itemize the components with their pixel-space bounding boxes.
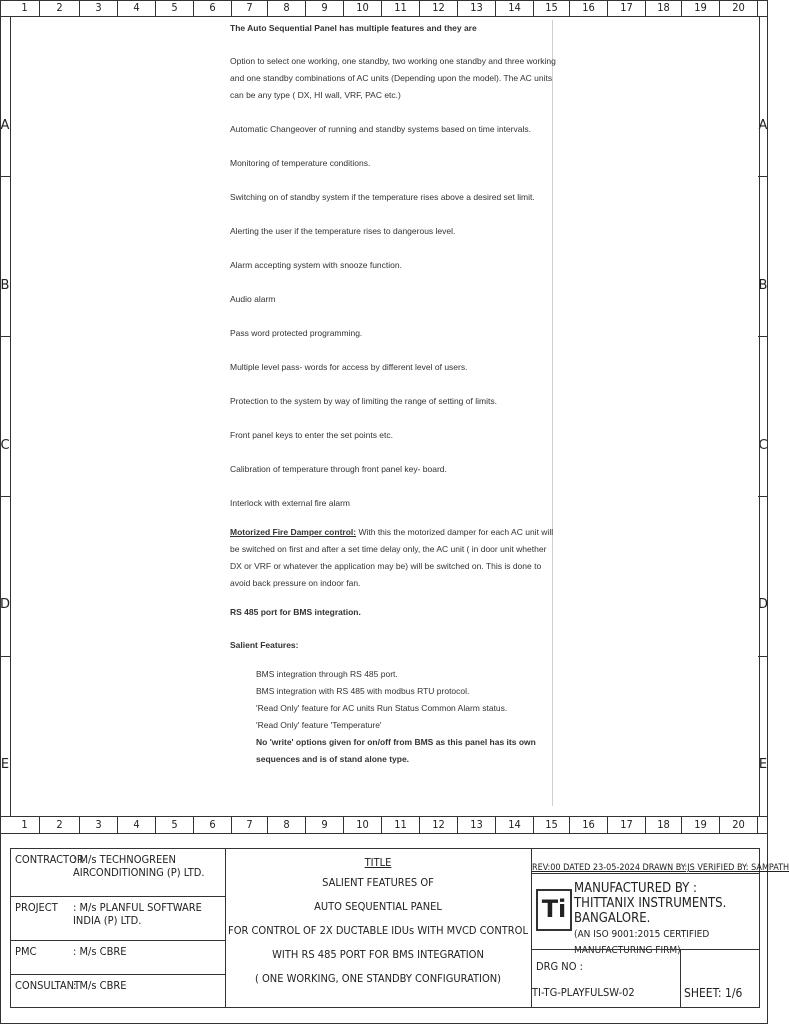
feature-item: Protection to the system by way of limiting the range of setting of limits. [230, 396, 497, 406]
feature-item: Interlock with external fire alarm [230, 498, 350, 508]
ruler-number: 6 [194, 817, 232, 833]
pmc-label: PMC [15, 945, 37, 958]
ruler-number: 5 [156, 0, 194, 16]
feature-item: Alarm accepting system with snooze function. [230, 260, 402, 270]
salient-bold-note: No 'write' options given for on/off from BMS as this panel has its own sequences and is of stand alone type. [256, 737, 536, 764]
ruler-number: 1 [10, 817, 40, 833]
salient-heading: Salient Features: [230, 640, 299, 650]
ruler-number: 14 [496, 0, 534, 16]
feature-item: Option to select one working, one standby, two working one standby and three working and one standby combinations of AC units (Depending upon the model). The AC units can be any type ( DX, HI wall, VRF, PAC etc.) [230, 56, 556, 100]
ruler-number: 12 [420, 817, 458, 833]
ruler-number: 7 [232, 817, 268, 833]
project-row [11, 897, 225, 941]
ruler-number: 3 [80, 817, 118, 833]
damper-text: With this the motorized damper for each AC unit will be switched on first and after a set time delay only, the AC unit ( in door unit whether DX or VRF or whatever the application may be) will be switched on. This is done to avoid back pressure on indoor fan. [230, 527, 554, 588]
ruler-number: 16 [570, 0, 608, 16]
feature-item: Calibration of temperature through front panel key- board. [230, 464, 447, 474]
mfg-line2: THITTANIX INSTRUMENTS. BANGALORE. [574, 896, 727, 926]
ruler-number: 16 [570, 817, 608, 833]
ruler-number: 2 [40, 0, 80, 16]
ruler-number: 18 [646, 817, 682, 833]
project-value: : M/s PLANFUL SOFTWARE INDIA (P) LTD. [73, 901, 202, 927]
ruler-number: 5 [156, 817, 194, 833]
feature-item: Alerting the user if the temperature rises to dangerous level. [230, 226, 456, 236]
row-label: A [0, 118, 10, 133]
bottom-ruler [0, 816, 768, 834]
ruler-number: 7 [232, 0, 268, 16]
manufacturer-info [574, 881, 760, 958]
damper-paragraph [230, 524, 560, 592]
parties-block [11, 849, 226, 1007]
ruler-number: 15 [534, 0, 570, 16]
ruler-number: 3 [80, 0, 118, 16]
feature-item: Monitoring of temperature conditions. [230, 158, 371, 168]
row-label: D [758, 597, 769, 612]
ruler-number: 18 [646, 0, 682, 16]
revision-line: REV:00 DATED 23-05-2024 DRAWN BY:JS VERIFIED BY: SAMPATH [532, 863, 789, 873]
company-logo: Ti [536, 889, 572, 931]
ruler-number: 20 [720, 817, 758, 833]
row-divider [0, 176, 10, 177]
feature-item: Switching on of standby system if the temperature rises above a desired set limit. [230, 192, 535, 202]
title-block [10, 848, 789, 1008]
salient-item: 'Read Only' feature 'Temperature' [256, 720, 382, 730]
project-label: PROJECT [15, 901, 58, 914]
salient-item: BMS integration with RS 485 with modbus RTU protocol. [256, 686, 470, 696]
damper-label: Motorized Fire Damper control: [230, 527, 357, 537]
consultant-label: CONSULTANT [15, 979, 81, 992]
feature-item: Automatic Changeover of running and standby systems based on time intervals. [230, 124, 531, 134]
feature-item: Pass word protected programming. [230, 328, 363, 338]
consultant-value: : M/s CBRE [73, 979, 127, 992]
title-line: ( ONE WORKING, ONE STANDBY CONFIGURATION) [255, 972, 501, 985]
consultant-row [11, 975, 225, 1007]
row-label: D [0, 597, 11, 612]
ruler-number: 14 [496, 817, 534, 833]
title-label: TITLE [364, 856, 392, 869]
manufacturer-section [531, 849, 789, 1007]
drg-value: TI-TG-PLAYFULSW-02 [532, 986, 635, 999]
ruler-number: 12 [420, 0, 458, 16]
contractor-value: : M/s TECHNOGREEN AIRCONDITIONING (P) LTD. [73, 853, 205, 879]
ruler-number: 9 [306, 817, 344, 833]
row-divider [0, 496, 10, 497]
drawing-number-cell [532, 949, 681, 1008]
title-line: WITH RS 485 PORT FOR BMS INTEGRATION [272, 948, 484, 961]
features-heading: The Auto Sequential Panel has multiple features and they are [230, 23, 477, 33]
ruler-number: 20 [720, 0, 758, 16]
row-label: B [758, 278, 768, 293]
ruler-number: 13 [458, 0, 496, 16]
ruler-number: 15 [534, 817, 570, 833]
row-label: A [758, 118, 768, 133]
drg-label: DRG NO : [536, 960, 583, 973]
ruler-number: 19 [682, 0, 720, 16]
ruler-number: 19 [682, 817, 720, 833]
row-divider [0, 336, 10, 337]
sheet-cell [680, 949, 760, 1008]
pmc-row [11, 941, 225, 975]
salient-item: 'Read Only' feature for AC units Run Status Common Alarm status. [256, 703, 508, 713]
sheet-number: SHEET: 1/6 [684, 986, 743, 1000]
title-line: AUTO SEQUENTIAL PANEL [314, 900, 442, 913]
ruler-number: 10 [344, 817, 382, 833]
row-label: C [0, 438, 10, 453]
salient-item: BMS integration through RS 485 port. [256, 669, 398, 679]
ruler-number: 11 [382, 817, 420, 833]
feature-item: Multiple level pass- words for access by different level of users. [230, 362, 468, 372]
feature-item: Front panel keys to enter the set points etc. [230, 430, 394, 440]
contractor-row [11, 849, 225, 897]
ruler-number: 4 [118, 0, 156, 16]
ruler-number: 17 [608, 817, 646, 833]
contractor-label: CONTRACTOR [15, 853, 84, 866]
title-section [225, 849, 531, 1007]
row-label: C [758, 438, 768, 453]
row-label: E [758, 757, 768, 772]
ruler-number: 2 [40, 817, 80, 833]
ruler-number: 13 [458, 817, 496, 833]
rs485-heading: RS 485 port for BMS integration. [230, 607, 361, 617]
mfg-line1: MANUFACTURED BY : [574, 881, 697, 896]
features-text [230, 20, 560, 768]
top-ruler [0, 0, 768, 17]
ruler-number: 6 [194, 0, 232, 16]
feature-item: Audio alarm [230, 294, 276, 304]
ruler-number: 8 [268, 0, 306, 16]
title-line: SALIENT FEATURES OF [322, 876, 434, 889]
ruler-number: 11 [382, 0, 420, 16]
title-line: FOR CONTROL OF 2X DUCTABLE IDUs WITH MVCD CONTROL [228, 924, 528, 937]
ruler-number: 8 [268, 817, 306, 833]
row-label: E [0, 757, 10, 772]
pmc-value: : M/s CBRE [73, 945, 127, 958]
row-label: B [0, 278, 10, 293]
ruler-number: 4 [118, 817, 156, 833]
ruler-number: 17 [608, 0, 646, 16]
ruler-number: 1 [10, 0, 40, 16]
ruler-number: 10 [344, 0, 382, 16]
mfg-line3: (AN ISO 9001:2015 CERTIFIED MANUFACTURING FIRM) [574, 929, 710, 956]
row-divider [0, 656, 10, 657]
ruler-number: 9 [306, 0, 344, 16]
